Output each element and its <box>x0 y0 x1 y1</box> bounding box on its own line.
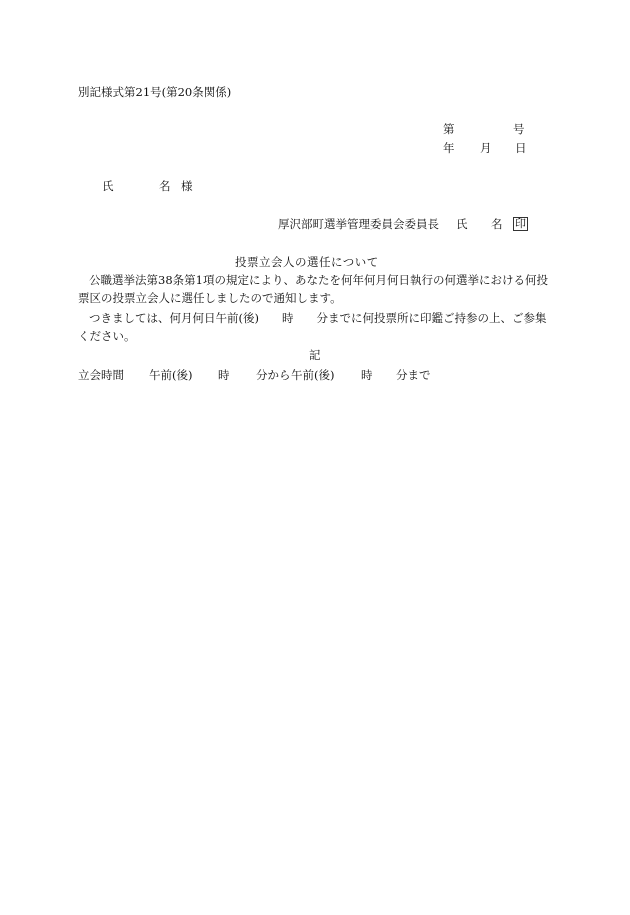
addressee-family: 氏 <box>102 179 114 193</box>
schedule-to-ampm: 午前(後) <box>291 368 335 382</box>
doc-number-suffix: 号 <box>513 122 525 136</box>
schedule-from-ampm: 午前(後) <box>149 368 193 382</box>
seal-mark <box>513 216 528 231</box>
document-title: 投票立会人の選任について <box>235 255 379 269</box>
schedule-from-minute: 分から <box>256 368 291 382</box>
ki-heading: 記 <box>309 348 321 362</box>
date-day: 日 <box>515 141 527 155</box>
sender-org: 厚沢部町選挙管理委員会委員長 <box>278 217 439 231</box>
schedule-from-hour: 時 <box>218 368 230 382</box>
schedule-label: 立会時間 <box>78 368 124 382</box>
addressee-honorific: 様 <box>181 179 193 193</box>
body-paragraph-2: つきましては、何月何日午前(後) 時 分までに何投票所に印鑑ご持参の上、ご参集ください。 <box>78 311 547 343</box>
date-year: 年 <box>443 141 455 155</box>
sender-family: 氏 <box>456 217 468 231</box>
sender-given: 名 <box>491 217 503 231</box>
schedule-to-hour: 時 <box>361 368 373 382</box>
form-label: 別記様式第21号(第20条関係) <box>78 85 232 99</box>
doc-number-prefix: 第 <box>443 122 455 136</box>
body-paragraph-1: 公職選挙法第38条第1項の規定により、あなたを何年何月何日執行の何選挙における何投票区の投票立会人に選任しましたので通知します。 <box>78 273 548 305</box>
date-month: 月 <box>480 141 492 155</box>
addressee-given: 名 <box>159 179 171 193</box>
schedule-to-minute: 分まで <box>396 368 431 382</box>
seal-label: 印 <box>515 217 526 230</box>
